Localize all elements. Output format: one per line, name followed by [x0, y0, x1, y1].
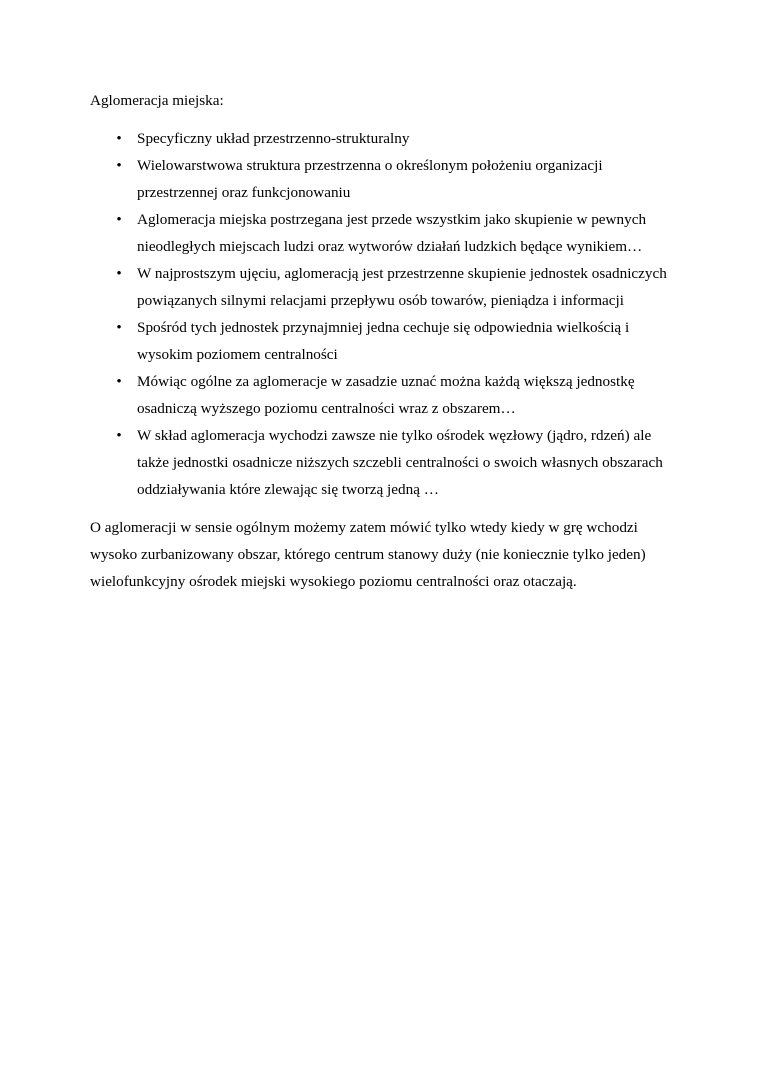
list-item	[90, 125, 680, 152]
summary-paragraph: O aglomeracji w sensie ogólnym możemy zatem mówić tylko wtedy kiedy w grę wchodzi wysoko zurbanizowany obszar, którego centrum stanowy duży (nie koniecznie tylko jeden) wielofunkcyjny ośrodek miejski wysokiego poziomu centralności oraz otaczają.	[90, 519, 646, 590]
list-item-text: W skład aglomeracja wychodzi zawsze nie tylko ośrodek węzłowy (jądro, rdzeń) ale także jednostki osadnicze niższych szczebli centralności o swoich własnych obszarach oddziaływania które zlewając się tworzą jedną …	[137, 427, 663, 498]
list-item-text: Specyficzny układ przestrzenno-strukturalny	[137, 130, 410, 147]
list-item-text: Wielowarstwowa struktura przestrzenna o określonym położeniu organizacji przestrzennej oraz funkcjonowaniu	[137, 157, 603, 201]
list-item	[90, 152, 680, 206]
list-item	[90, 314, 680, 368]
list-item-text: Mówiąc ogólne za aglomeracje w zasadzie uznać można każdą większą jednostkę osadniczą wyższego poziomu centralności wraz z obszarem…	[137, 373, 635, 417]
bullet-icon: •	[116, 211, 122, 228]
list-item	[90, 206, 680, 260]
section-heading: Aglomeracja miejska:	[90, 92, 224, 109]
bullet-list	[90, 125, 680, 503]
list-item	[90, 368, 680, 422]
document-page	[90, 87, 680, 595]
list-item	[90, 422, 680, 503]
list-item-text: Spośród tych jednostek przynajmniej jedna cechuje się odpowiednia wielkością i wysokim poziomem centralności	[137, 319, 630, 363]
bullet-icon: •	[116, 373, 122, 390]
list-item-text: W najprostszym ujęciu, aglomeracją jest przestrzenne skupienie jednostek osadniczych powiązanych silnymi relacjami przepływu osób towarów, pieniądza i informacji	[137, 265, 667, 309]
bullet-icon: •	[116, 427, 122, 444]
bullet-icon: •	[116, 130, 122, 147]
bullet-icon: •	[116, 157, 122, 174]
list-item	[90, 260, 680, 314]
bullet-icon: •	[116, 319, 122, 336]
bullet-icon: •	[116, 265, 122, 282]
list-item-text: Aglomeracja miejska postrzegana jest przede wszystkim jako skupienie w pewnych nieodległych miejscach ludzi oraz wytworów działań ludzkich będące wynikiem…	[137, 211, 647, 255]
